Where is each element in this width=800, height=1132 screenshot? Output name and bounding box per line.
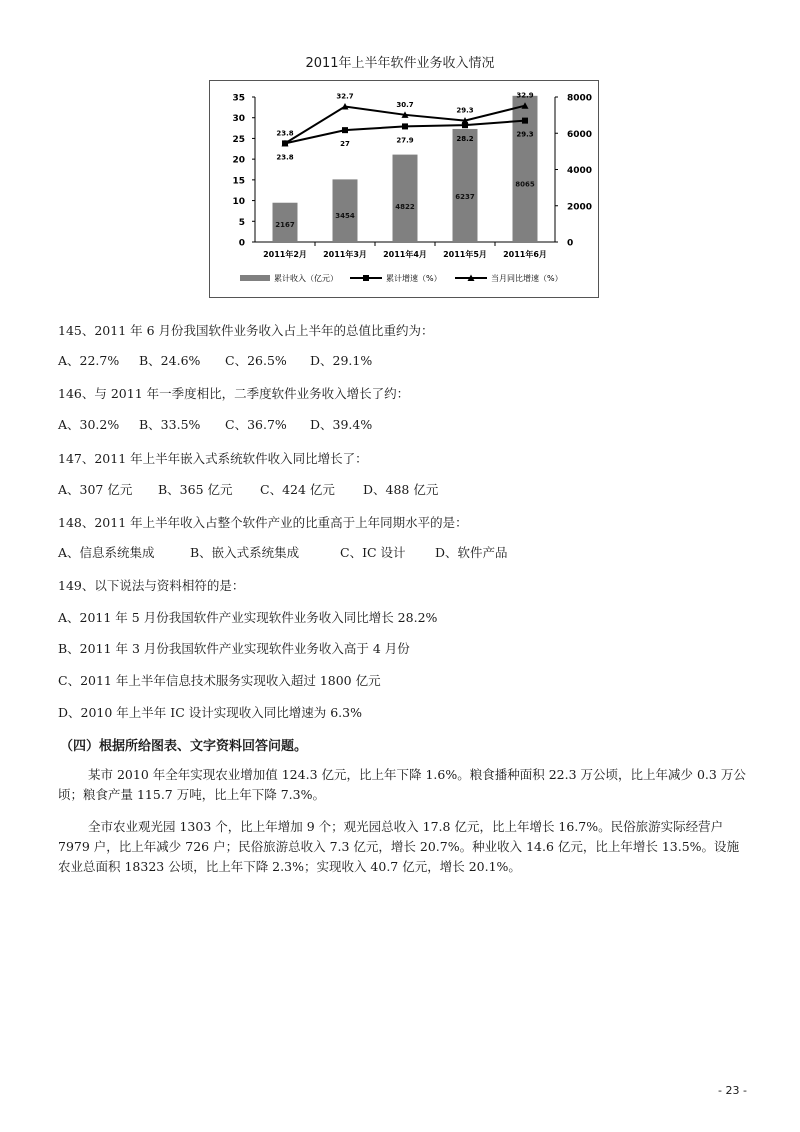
question-149: 149、以下说法与资料相符的是： bbox=[58, 578, 245, 593]
legend-label: 当月同比增速（%） bbox=[491, 274, 563, 283]
y-right-tick-label: 8000 bbox=[567, 93, 593, 104]
question-146: 146、与 2011 年一季度相比，二季度软件业务收入增长了约： bbox=[58, 386, 410, 401]
bar bbox=[333, 179, 358, 242]
question-146-options bbox=[58, 415, 372, 433]
section-heading: （四）根据所给图表、文字资料回答问题。 bbox=[60, 739, 308, 754]
data-label-monthly: 23.8 bbox=[276, 129, 294, 138]
y-left-tick-label: 0 bbox=[238, 238, 245, 249]
question-149-option-a[interactable]: A、2011 年 5 月份我国软件产业实现软件业务收入同比增长 28.2% bbox=[58, 610, 438, 625]
x-tick-label: 2011年3月 bbox=[323, 250, 367, 259]
question-147: 147、2011 年上半年嵌入式系统软件收入同比增长了： bbox=[58, 451, 368, 466]
option-a[interactable]: A、22.7% bbox=[58, 353, 120, 368]
option-c[interactable]: C、26.5% bbox=[225, 353, 287, 368]
option-d[interactable]: D、软件产品 bbox=[435, 545, 508, 560]
y-left-tick-label: 5 bbox=[238, 217, 245, 228]
chart-frame bbox=[209, 80, 599, 298]
bar bbox=[393, 155, 418, 242]
x-tick-label: 2011年6月 bbox=[503, 250, 547, 259]
option-a[interactable]: A、307 亿元 bbox=[58, 482, 133, 497]
option-b[interactable]: B、365 亿元 bbox=[158, 482, 233, 497]
option-d[interactable]: D、39.4% bbox=[310, 417, 373, 432]
y-right-tick-label: 4000 bbox=[567, 166, 593, 176]
option-b[interactable]: B、33.5% bbox=[139, 417, 201, 432]
question-145-options bbox=[58, 351, 372, 369]
question-149-option-c[interactable]: C、2011 年上半年信息技术服务实现收入超过 1800 亿元 bbox=[58, 673, 381, 688]
x-tick-label: 2011年2月 bbox=[263, 250, 307, 259]
option-c[interactable]: C、IC 设计 bbox=[340, 545, 406, 560]
option-d[interactable]: D、29.1% bbox=[310, 353, 373, 368]
data-label-monthly: 29.3 bbox=[456, 106, 474, 115]
page-number: - 23 - bbox=[718, 1084, 747, 1097]
y-right-tick-label: 2000 bbox=[567, 202, 593, 213]
legend-label: 累计收入（亿元） bbox=[274, 274, 338, 283]
question-148-options bbox=[58, 543, 508, 561]
bar-value-label: 8065 bbox=[515, 180, 535, 189]
y-left-tick-label: 10 bbox=[232, 197, 245, 208]
point-cumulative bbox=[342, 127, 348, 133]
option-c[interactable]: C、36.7% bbox=[225, 417, 287, 432]
option-b[interactable]: B、24.6% bbox=[139, 353, 201, 368]
y-right-tick-label: 0 bbox=[567, 238, 574, 249]
option-a[interactable]: A、信息系统集成 bbox=[58, 545, 155, 560]
question-149-option-b[interactable]: B、2011 年 3 月份我国软件产业实现软件业务收入高于 4 月份 bbox=[58, 641, 410, 656]
data-label-cumulative: 27.9 bbox=[396, 136, 414, 145]
data-label-cumulative: 29.3 bbox=[516, 130, 534, 139]
y-left-tick-label: 30 bbox=[232, 114, 245, 125]
point-cumulative bbox=[402, 123, 408, 129]
y-left-tick-label: 20 bbox=[232, 155, 245, 166]
x-tick-label: 2011年4月 bbox=[383, 250, 427, 259]
option-d[interactable]: D、488 亿元 bbox=[363, 482, 439, 497]
legend-swatch-bar bbox=[240, 275, 270, 281]
option-a[interactable]: A、30.2% bbox=[58, 417, 120, 432]
bar bbox=[453, 129, 478, 242]
question-145: 145、2011 年 6 月份我国软件业务收入占上半年的总值比重约为： bbox=[58, 323, 434, 338]
data-label-monthly: 30.7 bbox=[396, 100, 414, 109]
chart bbox=[210, 81, 598, 297]
option-c[interactable]: C、424 亿元 bbox=[260, 482, 335, 497]
y-left-tick-label: 15 bbox=[232, 176, 245, 187]
data-label-cumulative: 28.2 bbox=[456, 135, 474, 144]
data-label-monthly: 32.7 bbox=[336, 92, 354, 101]
y-right-tick-label: 6000 bbox=[567, 129, 593, 140]
y-left-tick-label: 25 bbox=[232, 134, 245, 145]
bar-value-label: 6237 bbox=[455, 193, 475, 202]
bar-value-label: 2167 bbox=[275, 221, 295, 230]
chart-title: 2011年上半年软件业务收入情况 bbox=[305, 56, 495, 71]
question-148: 148、2011 年上半年收入占整个软件产业的比重高于上年同期水平的是： bbox=[58, 515, 468, 530]
paragraph: 某市 2010 年全年实现农业增加值 124.3 亿元，比上年下降 1.6%。粮食播种面积 22.3 万公顷，比上年减少 0.3 万公顷；粮食产量 115.7 万吨，比上年下降 7.3%。 bbox=[58, 767, 746, 802]
x-tick-label: 2011年5月 bbox=[443, 250, 487, 259]
question-149-option-d[interactable]: D、2010 年上半年 IC 设计实现收入同比增速为 6.3% bbox=[58, 705, 362, 720]
data-label-cumulative: 23.8 bbox=[276, 153, 294, 162]
paragraph: 全市农业观光园 1303 个，比上年增加 9 个；观光园总收入 17.8 亿元，比上年增长 16.7%。民俗旅游实际经营户 7979 户，比上年减少 726 户；民俗旅游总收入 7.3 亿元，增长 20.7%。种业收入 14.6 亿元，比上年增长 13.5%。设施农业总面积 18323 公顷，比上年下降 2.3%；实现收入 40.7 亿元，增长 20.1%。 bbox=[58, 819, 740, 874]
point-cumulative bbox=[522, 118, 528, 124]
bar-value-label: 4822 bbox=[395, 202, 415, 211]
question-147-options bbox=[58, 480, 438, 498]
legend-label: 累计增速（%） bbox=[386, 274, 442, 283]
legend-marker-square bbox=[363, 275, 369, 281]
data-label-cumulative: 27 bbox=[340, 140, 350, 149]
bar-value-label: 3454 bbox=[335, 212, 355, 221]
y-left-tick-label: 35 bbox=[232, 93, 245, 104]
option-b[interactable]: B、嵌入式系统集成 bbox=[190, 545, 300, 560]
data-label-monthly: 32.9 bbox=[516, 91, 534, 100]
